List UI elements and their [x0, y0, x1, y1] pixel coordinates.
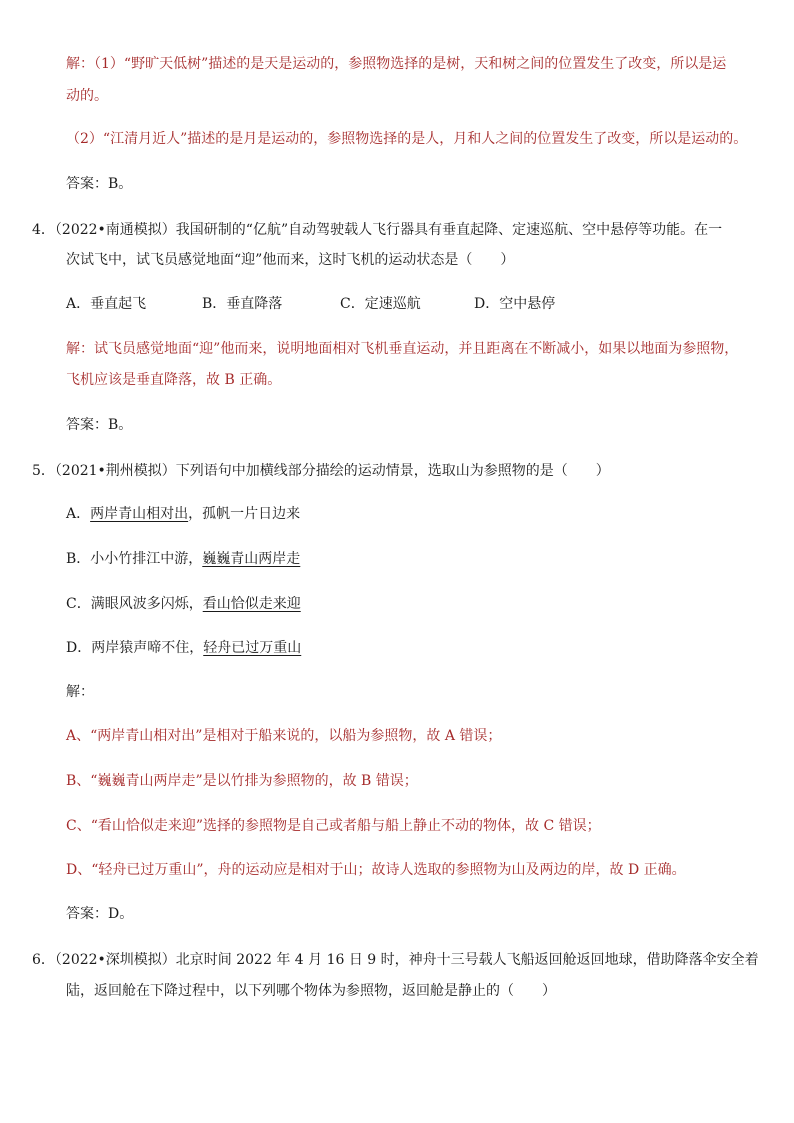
- q5-solution-c: C、“看山恰似走来迎”选择的参照物是自己或者船与船上静止不动的物体，故 C 错误；: [66, 818, 601, 834]
- q6-stem-line-2: 陆，返回舱在下降过程中，以下列哪个物体为参照物，返回舱是静止的（ ）: [66, 983, 556, 999]
- q5-solution-b: B、“巍巍青山两岸走”是以竹排为参照物的，故 B 错误；: [66, 773, 418, 789]
- q5-option-c-underlined: 看山恰似走来迎: [202, 596, 301, 612]
- q5-solution-d: D、“轻舟已过万重山”，舟的运动应是相对于山；故诗人选取的参照物为山及两边的岸，故 D 正确。: [66, 862, 686, 878]
- q3-solution-line-3: （2）“江清月近人”描述的是月是运动的，参照物选择的是人，月和人之间的位置发生了改变，所以是运动的。: [66, 131, 748, 147]
- q4-option-b: B．垂直降落: [202, 296, 283, 312]
- q4-stem-line-2: 次试飞中，试飞员感觉地面“迎”他而来，这时飞机的运动状态是（ ）: [66, 252, 515, 268]
- q5-solution-label: 解：: [66, 684, 94, 700]
- q4-stem-line-1: 4．（2022•南通模拟）我国研制的“亿航”自动驾驶载人飞行器具有垂直起降、定速巡航、空中悬停等功能。在一: [32, 222, 723, 238]
- q5-option-c: [66, 594, 301, 614]
- q5-option-d-prefix: D．两岸猿声啼不住，: [66, 640, 204, 656]
- q4-option-a: A．垂直起飞: [66, 296, 147, 312]
- q5-option-a-suffix: ，孤帆一片日边来: [188, 506, 301, 522]
- q5-option-a-underlined: 两岸青山相对出: [90, 506, 189, 522]
- q6-stem-line-1: 6．（2022•深圳模拟）北京时间 2022 年 4 月 16 日 9 时，神舟十三号载人飞船返回舱返回地球，借助降落伞安全着: [32, 952, 759, 968]
- q5-option-c-prefix: C．满眼风波多闪烁，: [66, 596, 203, 612]
- q5-stem: 5．（2021•荆州模拟）下列语句中加横线部分描绘的运动情景，选取山为参照物的是（ ）: [32, 463, 610, 479]
- q5-option-a: [66, 504, 300, 524]
- q5-option-d-underlined: 轻舟已过万重山: [203, 640, 302, 656]
- q5-option-d: [66, 638, 301, 658]
- q5-answer: 答案：D。: [66, 906, 134, 922]
- q4-option-c: C．定速巡航: [340, 296, 421, 312]
- q4-solution-line-2: 飞机应该是垂直降落，故 B 正确。: [66, 372, 282, 388]
- q3-answer: 答案：B。: [66, 176, 133, 192]
- q5-option-b-underlined: 巍巍青山两岸走: [202, 551, 301, 567]
- q5-option-b: [66, 549, 300, 569]
- q5-option-a-prefix: A．: [66, 506, 91, 522]
- q5-solution-a: A、“两岸青山相对出”是相对于船来说的，以船为参照物，故 A 错误；: [66, 728, 502, 744]
- q5-option-b-prefix: B．小小竹排江中游，: [66, 551, 203, 567]
- q3-solution-line-2: 动的。: [66, 88, 108, 104]
- q4-solution-line-1: 解：试飞员感觉地面“迎”他而来，说明地面相对飞机垂直运动，并且距离在不断减小，如果以地面为参照物，: [66, 341, 739, 357]
- q4-option-d: D．空中悬停: [474, 296, 556, 312]
- q3-solution-line-1: 解：（1）“野旷天低树”描述的是天是运动的，参照物选择的是树，天和树之间的位置发生了改变，所以是运: [66, 56, 727, 72]
- q4-answer: 答案：B。: [66, 417, 133, 433]
